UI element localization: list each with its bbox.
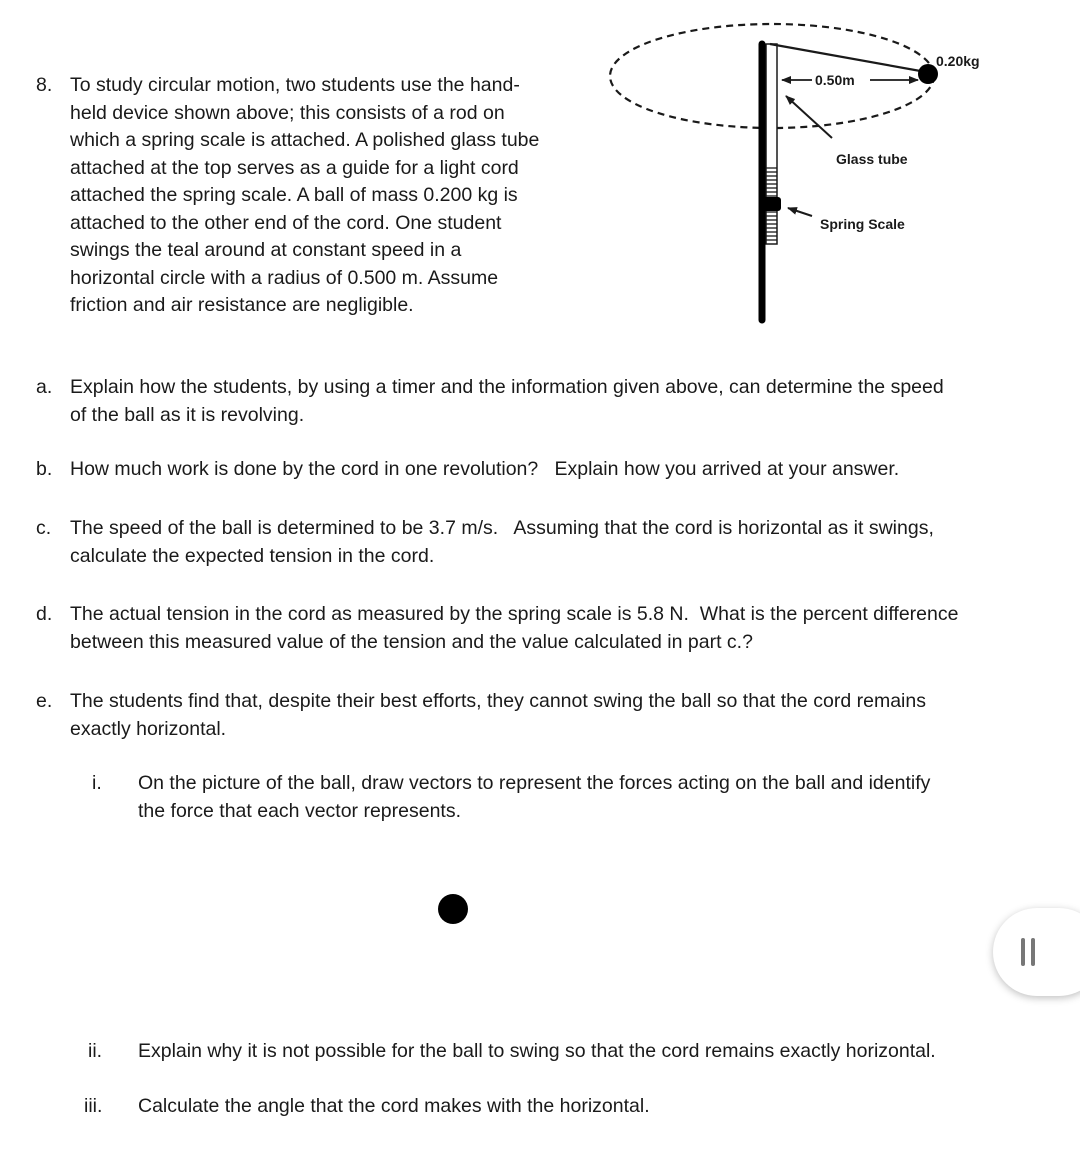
part-a-text: of the ball as it is revolving. (70, 403, 305, 426)
intro-line: swings the teal around at constant speed in a (70, 239, 462, 261)
intro-line: horizontal circle with a radius of 0.500 m. Assume (70, 266, 499, 289)
part-c-text: calculate the expected tension in the cord. (70, 544, 435, 567)
answer-ball[interactable] (438, 894, 468, 924)
part-e-i-text: the force that each vector represents. (138, 799, 462, 822)
glass-tube-pointer (786, 96, 832, 138)
part-e-ii-label: ii. (88, 1040, 103, 1062)
part-e-i-label: i. (92, 772, 102, 794)
spring-scale-label: Spring Scale (820, 216, 905, 232)
part-d-label: d. (36, 603, 53, 625)
part-d-text: The actual tension in the cord as measured by the spring scale is 5.8 N. What is the percent difference (70, 603, 959, 625)
radius-label: 0.50m (815, 72, 855, 88)
question-number: 8. (36, 74, 53, 96)
glass-tube (766, 44, 777, 244)
ball (918, 64, 938, 84)
intro-line: which a spring scale is attached. A polished glass tube (70, 129, 540, 151)
glass-tube-label: Glass tube (836, 151, 908, 167)
part-e-i-text: On the picture of the ball, draw vectors to represent the forces acting on the ball and identify (138, 772, 931, 794)
part-e-iii-label: iii. (84, 1095, 103, 1117)
part-b-text: How much work is done by the cord in one revolution? Explain how you arrived at your answer. (70, 458, 900, 480)
intro-line: attached the spring scale. A ball of mass 0.200 kg is (70, 184, 518, 206)
part-b-label: b. (36, 458, 53, 480)
part-c-text: The speed of the ball is determined to be 3.7 m/s. Assuming that the cord is horizontal as it swings, (70, 517, 934, 539)
mass-label: 0.20kg (936, 53, 980, 69)
part-e-text: The students find that, despite their best efforts, they cannot swing the ball so that the cord remains (70, 690, 926, 712)
cord (770, 44, 926, 72)
floating-pause-button[interactable] (993, 908, 1080, 996)
part-e-label: e. (36, 690, 53, 712)
part-a-text: Explain how the students, by using a timer and the information given above, can determine the speed (70, 376, 944, 398)
part-a-label: a. (36, 376, 53, 398)
spring-scale-marker (761, 197, 781, 211)
intro-line: To study circular motion, two students use the hand- (70, 74, 520, 96)
intro-line: attached at the top serves as a guide for a light cord (70, 156, 519, 179)
pause-icon (1021, 938, 1025, 966)
part-e-iii-text: Calculate the angle that the cord makes with the horizontal. (138, 1095, 650, 1117)
part-c-label: c. (36, 517, 52, 539)
part-e-ii-text: Explain why it is not possible for the ball to swing so that the cord remains exactly horizontal. (138, 1040, 936, 1062)
spring-scale-pointer (788, 208, 812, 216)
intro-line: attached to the other end of the cord. One student (70, 211, 502, 234)
part-d-text: between this measured value of the tension and the value calculated in part c.? (70, 630, 753, 653)
part-e-text: exactly horizontal. (70, 717, 227, 740)
intro-line: friction and air resistance are negligible. (70, 294, 414, 316)
intro-line: held device shown above; this consists of a rod on (70, 101, 505, 124)
pause-icon (1031, 938, 1035, 966)
